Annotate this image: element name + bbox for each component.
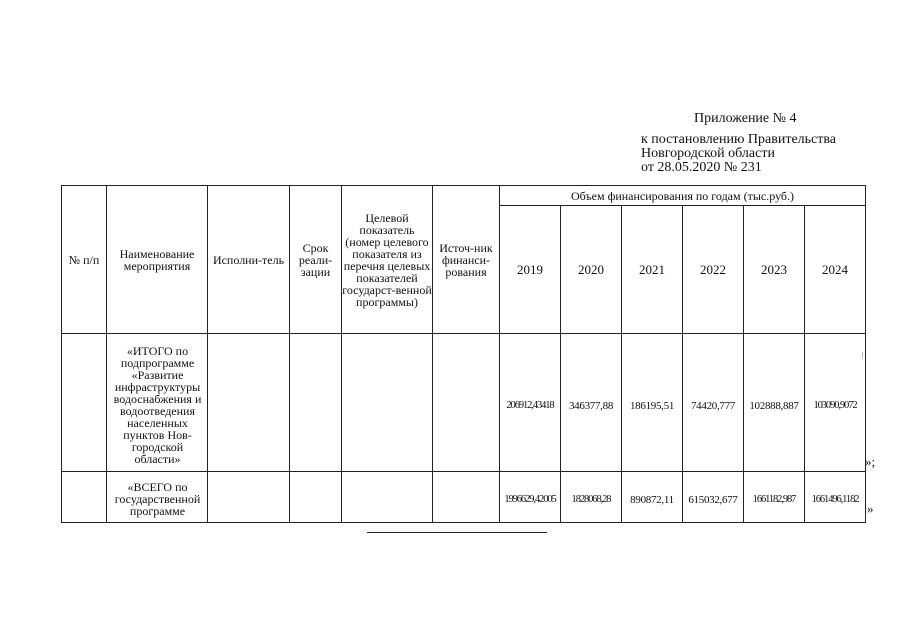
value-cell: 346377,88 xyxy=(561,334,622,472)
value-cell: 615032,677 xyxy=(683,472,744,523)
cell-term xyxy=(290,472,342,523)
value-cell: 206912,43418 xyxy=(500,334,561,472)
appendix-title: Приложение № 4 xyxy=(694,111,797,126)
value-cell: 1996629,42005 xyxy=(500,472,561,523)
header-num: № п/п xyxy=(62,186,107,334)
value-cell: 1661182,987 xyxy=(744,472,805,523)
cell-target xyxy=(342,472,433,523)
row-name: «ИТОГО по подпрограмме «Развитие инфраструктуры водоснабжения и водоотведения населенных пунктов Нов-городской области» xyxy=(107,334,208,472)
table-row xyxy=(62,472,866,523)
value-cell: 890872,11 xyxy=(622,472,683,523)
cell-executor xyxy=(208,472,290,523)
value-cell: 1661496,1182 xyxy=(805,472,866,523)
header-year: 2022 xyxy=(683,206,744,334)
cell-num xyxy=(62,334,107,472)
value-cell: 102888,887 xyxy=(744,334,805,472)
appendix-line-3: от 28.05.2020 № 231 xyxy=(641,160,762,175)
header-year: 2021 xyxy=(622,206,683,334)
separator-line xyxy=(367,532,547,533)
header-funding-group: Объем финансирования по годам (тыс.руб.) xyxy=(500,186,866,206)
appendix-header xyxy=(641,112,881,175)
header-year: 2019 xyxy=(500,206,561,334)
value-cell: 74420,777 xyxy=(683,334,744,472)
header-year: 2024 xyxy=(805,206,866,334)
cell-target xyxy=(342,334,433,472)
cell-source xyxy=(433,334,500,472)
appendix-line-1: к постановлению Правительства xyxy=(641,132,837,147)
header-executor: Исполни-тель xyxy=(208,186,290,334)
header-name: Наименование мероприятия xyxy=(107,186,208,334)
scan-mark xyxy=(862,352,863,358)
header-target-indicator: Целевой показатель (номер целевого показателя из перечня целевых показателей государст-венной программы) xyxy=(342,186,433,334)
value-cell: 1828068,28 xyxy=(561,472,622,523)
row-name: «ВСЕГО по государственной программе xyxy=(107,472,208,523)
header-year: 2023 xyxy=(744,206,805,334)
cell-executor xyxy=(208,334,290,472)
table-row xyxy=(62,334,866,472)
appendix-line-2: Новгородской области xyxy=(641,146,775,161)
cell-term xyxy=(290,334,342,472)
closing-quote: » xyxy=(867,501,874,516)
header-year: 2020 xyxy=(561,206,622,334)
value-cell: 186195,51 xyxy=(622,334,683,472)
header-term: Срок реали-зации xyxy=(290,186,342,334)
cell-source xyxy=(433,472,500,523)
funding-table xyxy=(61,185,866,523)
header-funding-source: Источ-ник финанси-рования xyxy=(433,186,500,334)
cell-num xyxy=(62,472,107,523)
closing-quote-semicolon: »; xyxy=(865,454,876,469)
value-cell: 103090,9072 xyxy=(805,334,866,472)
